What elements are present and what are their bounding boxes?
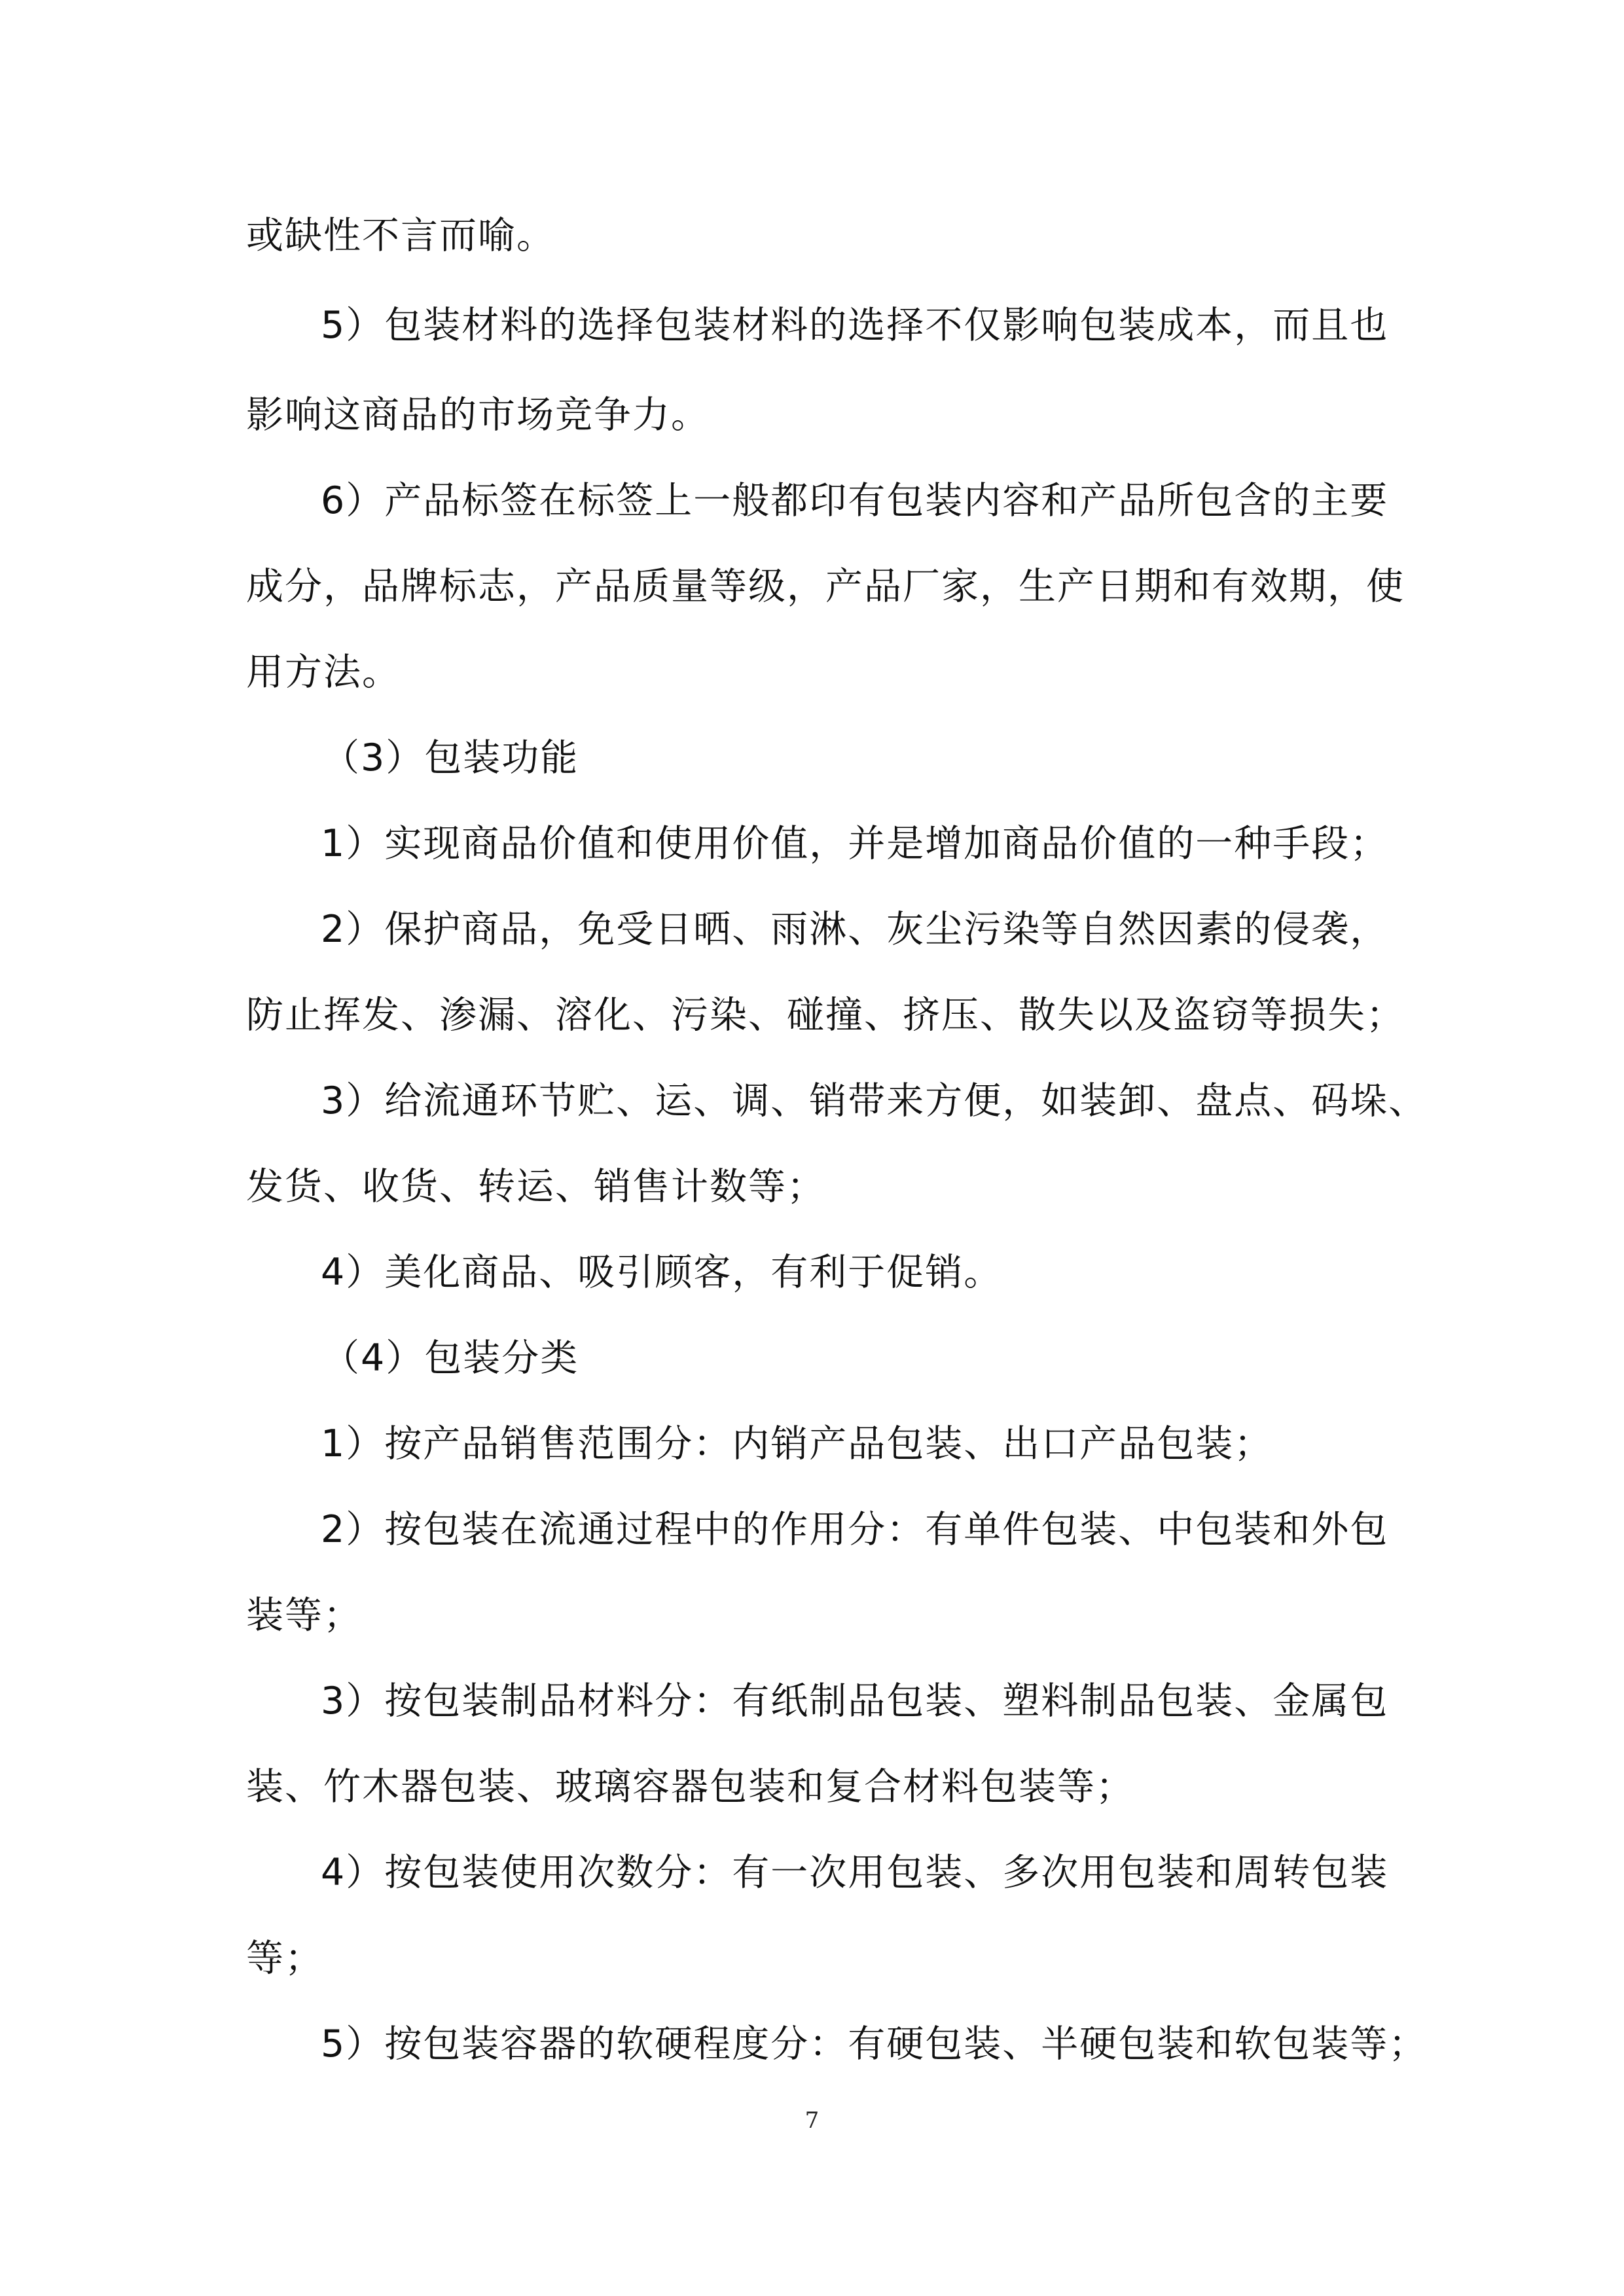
text-line: 3）给流通环节贮、运、调、销带来方便，如装卸、盘点、码垛、 [321,1079,1428,1122]
text-line: 防止挥发、渗漏、溶化、污染、碰撞、挤压、散失以及盗窃等损失； [246,994,1405,1037]
text-line: 装等； [246,1594,362,1637]
text-line: 6）产品标签在标签上一般都印有包装内容和产品所包含的主要 [321,479,1389,522]
text-line: 或缺性不言而喻。 [246,214,555,257]
text-line: 2）保护商品，免受日晒、雨淋、灰尘污染等自然因素的侵袭， [321,908,1389,951]
text-line: 装、竹木器包装、玻璃容器包装和复合材料包装等； [246,1765,1134,1808]
page-number: 7 [804,2108,820,2134]
text-line: 成分，品牌标志，产品质量等级，产品厂家，生产日期和有效期，使 [246,565,1405,608]
text-line: 5）按包装容器的软硬程度分：有硬包装、半硬包装和软包装等； [321,2022,1428,2066]
text-line: 4）美化商品、吸引顾客，有利于促销。 [321,1251,1003,1294]
text-line: 用方法。 [246,651,401,694]
text-line: 3）按包装制品材料分：有纸制品包装、塑料制品包装、金属包 [321,1679,1389,1723]
text-line: 1）实现商品价值和使用价值，并是增加商品价值的一种手段； [321,822,1389,865]
text-line: 1）按产品销售范围分：内销产品包装、出口产品包装； [321,1422,1273,1465]
text-line: 5）包装材料的选择包装材料的选择不仅影响包装成本，而且也 [321,304,1389,347]
text-line: 发货、收货、转运、销售计数等； [246,1165,825,1208]
text-line: 4）按包装使用次数分：有一次用包装、多次用包装和周转包装 [321,1851,1389,1894]
text-line: 等； [246,1937,323,1980]
text-line: 影响这商品的市场竞争力。 [246,393,710,437]
section-heading: （3）包装功能 [322,736,579,780]
section-heading: （4）包装分类 [322,1336,579,1380]
text-line: 2）按包装在流通过程中的作用分：有单件包装、中包装和外包 [321,1508,1389,1551]
